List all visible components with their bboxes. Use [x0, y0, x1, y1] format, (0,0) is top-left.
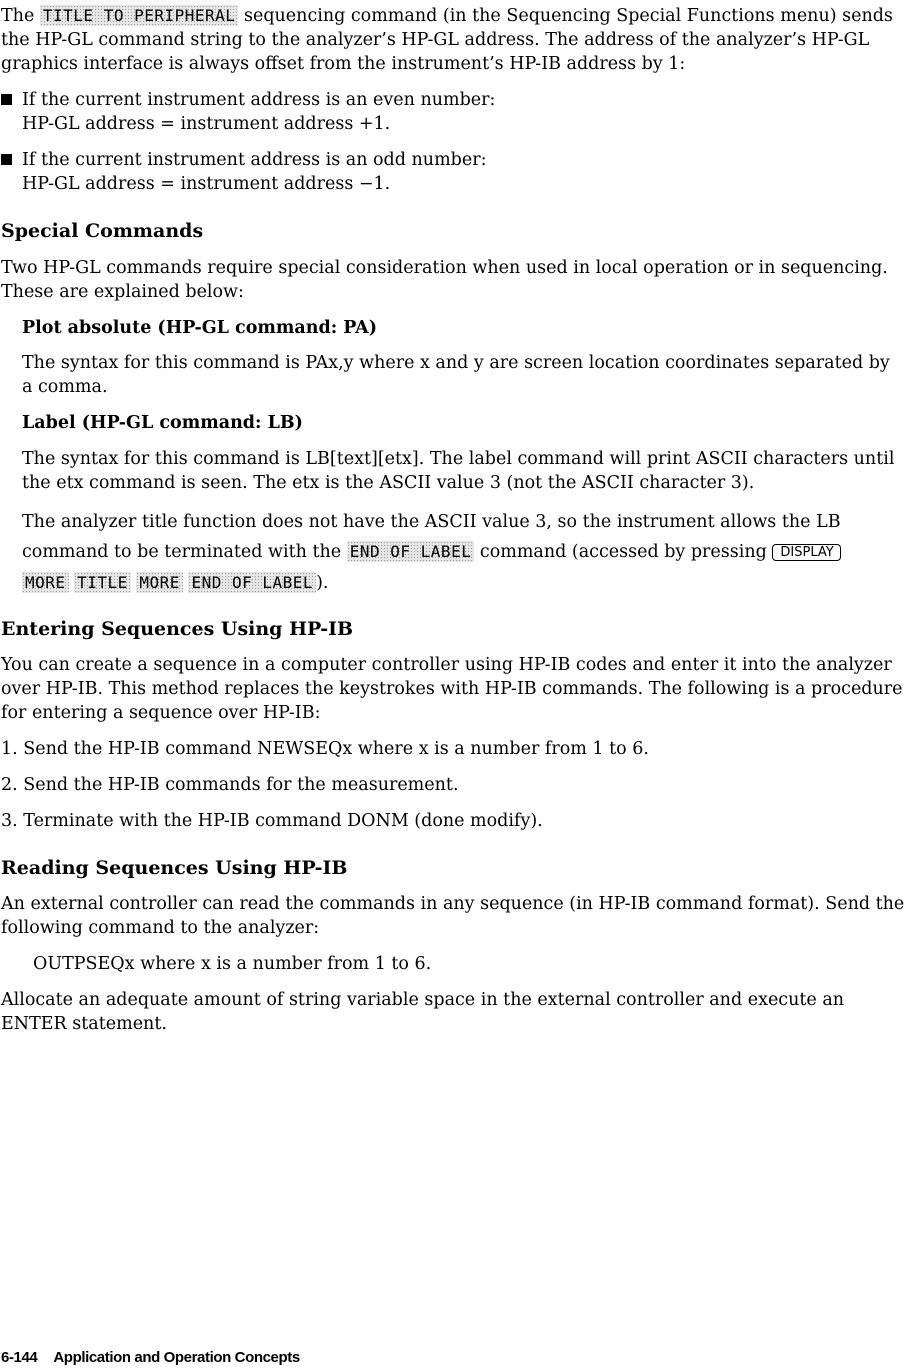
entering-intro: You can create a sequence in a computer controller using HP-IB codes and enter it into the analyzer over HP-IB. This method replaces the keystrokes with HP-IB commands. The following is a procedure for entering a sequence over HP-IB:: [1, 655, 903, 723]
bullet-line: HP-GL address = instrument address +1.: [22, 114, 391, 134]
heading-special-commands: Special Commands: [1, 220, 204, 242]
page-number: 6-144: [1, 1349, 38, 1366]
bullet-line: HP-GL address = instrument address −1.: [22, 174, 391, 194]
softkey-end-of-label: END OF LABEL: [347, 541, 475, 562]
display-key: DISPLAY: [772, 544, 840, 561]
reading-command: OUTPSEQx where x is a number from 1 to 6.: [33, 954, 432, 974]
softkey-more: MORE: [136, 572, 183, 593]
heading-entering-sequences: Entering Sequences Using HP-IB: [1, 618, 354, 640]
intro-paragraph: [1, 4, 905, 76]
bullet-even-address: [1, 88, 905, 136]
entering-step-1: 1. Send the HP-IB command NEWSEQx where x is a number from 1 to 6.: [1, 739, 649, 759]
bullet-odd-address: [1, 148, 905, 196]
heading-reading-sequences: Reading Sequences Using HP-IB: [1, 857, 348, 879]
softkey-end-of-label: END OF LABEL: [188, 572, 316, 593]
softkey-more: MORE: [22, 572, 69, 593]
square-bullet-icon: [1, 154, 12, 165]
reading-intro: An external controller can read the commands in any sequence (in HP-IB command format). Send the following command to the analyzer:: [1, 894, 905, 938]
softkey-title: TITLE: [74, 572, 131, 593]
intro-rest: sequencing command (in the Sequencing Special Functions menu) sends the HP-GL command string to the analyzer’s HP-GL address. The address of the analyzer’s HP-GL graphics interface is always offset from the instrument’s HP-IB address by 1:: [1, 6, 893, 74]
entering-step-2: 2. Send the HP-IB commands for the measurement.: [1, 775, 459, 795]
square-bullet-icon: [1, 94, 12, 105]
label-text: The syntax for this command is LB[text][etx]. The label command will print ASCII characters until the etx command is seen. The etx is the ASCII value 3 (not the ASCII character 3).: [22, 449, 895, 493]
footer-section-title: Application and Operation Concepts: [53, 1349, 300, 1366]
reading-closing: Allocate an adequate amount of string variable space in the external controller and execute an ENTER statement.: [1, 990, 845, 1034]
page-footer: [1, 1346, 300, 1370]
subheading-label: Label (HP-GL command: LB): [22, 413, 303, 433]
label-terminate-text-a: The analyzer title function does not have the ASCII value 3, so the instrument allows the LB command to be terminated with the: [22, 512, 841, 562]
plot-absolute-text: The syntax for this command is PAx,y where x and y are screen location coordinates separated by a comma.: [22, 353, 890, 397]
subheading-plot-absolute: Plot absolute (HP-GL command: PA): [22, 318, 378, 338]
bullet-line: If the current instrument address is an even number:: [22, 90, 496, 110]
softkey-title-to-peripheral: TITLE TO PERIPHERAL: [40, 5, 239, 26]
label-terminate-text: [22, 507, 905, 598]
intro-prefix: The: [1, 6, 35, 26]
label-terminate-text-b: command (accessed by pressing: [479, 542, 767, 562]
closing-punctuation: ).: [316, 573, 329, 593]
bullet-line: If the current instrument address is an odd number:: [22, 150, 487, 170]
entering-step-3: 3. Terminate with the HP-IB command DONM (done modify).: [1, 811, 543, 831]
special-commands-intro: Two HP-GL commands require special consideration when used in local operation or in sequencing. These are explained below:: [1, 258, 888, 302]
